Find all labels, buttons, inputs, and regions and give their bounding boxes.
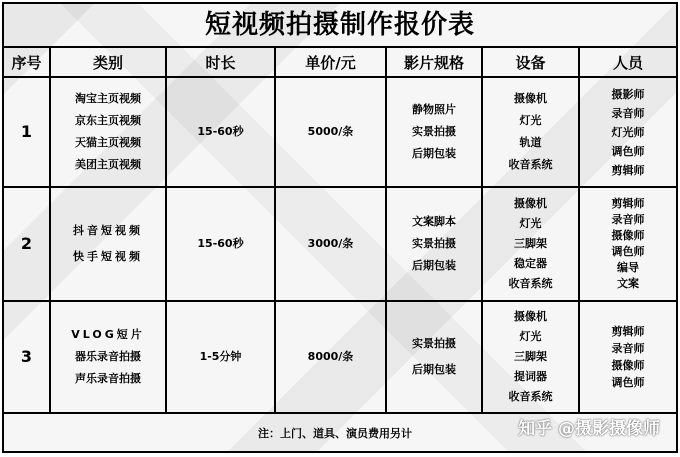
equipment-item: 稳定器 [514, 257, 547, 270]
equipment-item: 三脚架 [514, 237, 547, 250]
category-item: 美团主页视频 [75, 158, 141, 171]
row-staff [579, 77, 676, 187]
header-duration: 时长 [166, 48, 275, 77]
equipment-item: 三脚架 [514, 350, 547, 363]
header-equipment: 设备 [482, 48, 579, 77]
header-staff: 人员 [579, 48, 676, 77]
row-price: 5000/条 [275, 77, 386, 187]
spec-item: 静物照片 [412, 103, 456, 116]
row-staff [579, 187, 676, 301]
staff-item: 摄像师 [611, 359, 645, 372]
staff-item: 编导 [617, 261, 639, 274]
spec-item: 后期包装 [412, 147, 456, 160]
equipment-item: 摄像机 [514, 197, 547, 210]
equipment-item: 摄像机 [514, 92, 547, 105]
staff-item: 录音师 [611, 213, 645, 226]
row-price: 3000/条 [275, 187, 386, 301]
table-row [4, 77, 676, 187]
staff-item: 灯光师 [611, 125, 645, 139]
spec-item: 文案脚本 [412, 215, 456, 228]
spec-item: 实景拍摄 [412, 125, 456, 138]
category-item: 抖音短视频 [73, 224, 143, 237]
spec-item: 后期包装 [412, 363, 456, 376]
header-index: 序号 [4, 48, 50, 77]
equipment-item: 摄像机 [514, 310, 547, 323]
staff-item: 剪辑师 [611, 197, 645, 210]
staff-item: 调色师 [611, 144, 645, 158]
staff-item: 剪辑师 [611, 325, 645, 338]
row-price: 8000/条 [275, 301, 386, 413]
row-duration: 1-5分钟 [166, 301, 275, 413]
row-index: 2 [4, 187, 50, 301]
table-row [4, 301, 676, 413]
category-item: 天猫主页视频 [75, 136, 141, 149]
row-specs [386, 187, 482, 301]
staff-item: 剪辑师 [611, 163, 645, 177]
category-item: VLOG短片 [71, 328, 145, 341]
spec-item: 实景拍摄 [412, 337, 456, 350]
equipment-item: 收音系统 [508, 158, 553, 171]
category-item: 京东主页视频 [75, 114, 141, 127]
row-equipment [482, 301, 579, 413]
equipment-item: 收音系统 [508, 277, 553, 290]
staff-item: 录音师 [611, 342, 645, 355]
category-item: 声乐录音拍摄 [75, 372, 141, 385]
row-duration: 15-60秒 [166, 77, 275, 187]
row-category [50, 77, 166, 187]
header-price: 单价/元 [275, 48, 386, 77]
row-category [50, 301, 166, 413]
staff-item: 摄影师 [611, 87, 645, 101]
row-index: 3 [4, 301, 50, 413]
category-item: 淘宝主页视频 [75, 92, 141, 105]
staff-item: 调色师 [611, 245, 645, 258]
header-row [4, 48, 676, 77]
watermark: 知乎 @摄影摄像师 [518, 419, 660, 439]
row-index: 1 [4, 77, 50, 187]
equipment-item: 轨道 [519, 136, 542, 149]
footnote: 注：上门、道具、演员费用另计 [4, 413, 676, 454]
sheet-title: 短视频拍摄制作报价表 [4, 4, 676, 48]
header-category: 类别 [50, 48, 166, 77]
staff-item: 摄像师 [611, 229, 645, 242]
staff-item: 调色师 [611, 376, 645, 389]
staff-item: 录音师 [611, 106, 645, 120]
category-item: 器乐录音拍摄 [75, 350, 141, 363]
price-table [4, 48, 676, 454]
spec-item: 实景拍摄 [412, 237, 456, 250]
header-specs: 影片规格 [386, 48, 482, 77]
equipment-item: 收音系统 [508, 390, 553, 403]
equipment-item: 提词器 [514, 370, 547, 383]
spec-item: 后期包装 [412, 259, 456, 272]
price-sheet [2, 2, 678, 453]
equipment-item: 灯光 [519, 114, 542, 127]
equipment-item: 灯光 [519, 330, 542, 343]
row-category [50, 187, 166, 301]
row-specs [386, 77, 482, 187]
staff-item: 文案 [617, 277, 639, 290]
category-item: 快手短视频 [73, 250, 143, 263]
row-duration: 15-60秒 [166, 187, 275, 301]
table-row [4, 187, 676, 301]
row-equipment [482, 187, 579, 301]
equipment-item: 灯光 [519, 217, 542, 230]
row-staff [579, 301, 676, 413]
row-specs [386, 301, 482, 413]
row-equipment [482, 77, 579, 187]
